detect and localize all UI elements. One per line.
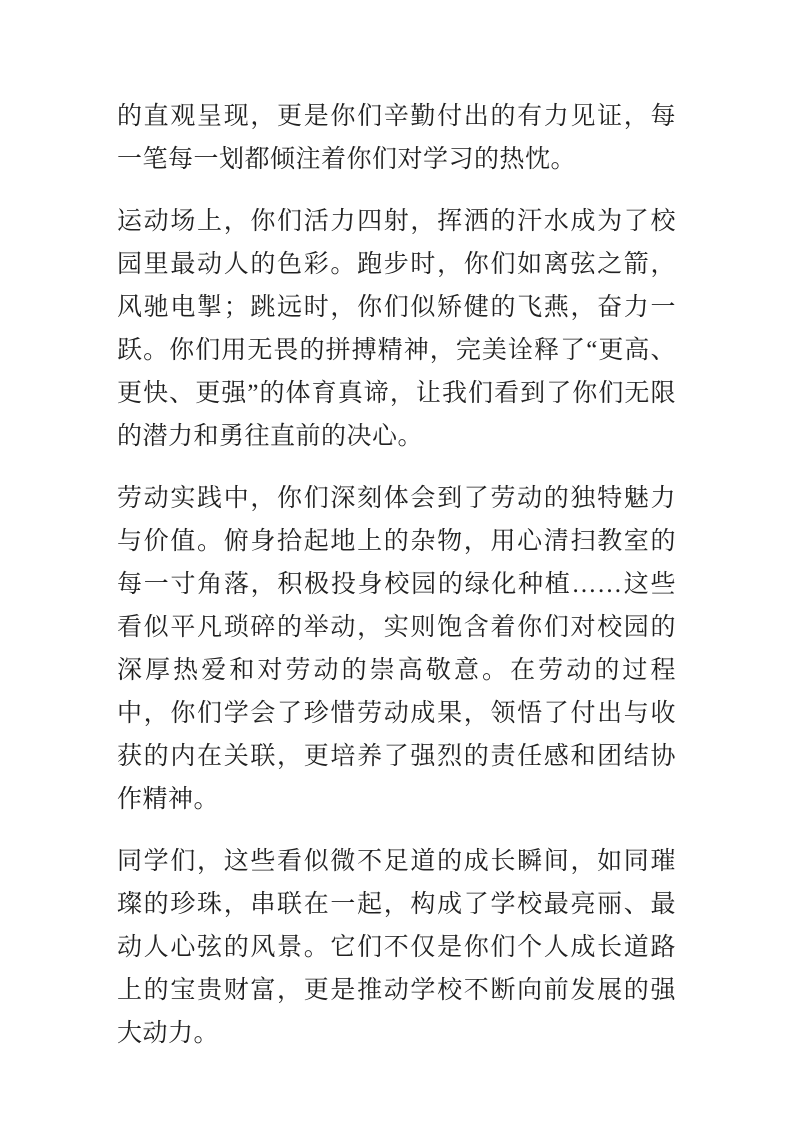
paragraph-sports: 运动场上，你们活力四射，挥洒的汗水成为了校园里最动人的色彩。跑步时，你们如离弦之箭，风驰电掣；跳远时，你们似矫健的飞燕，奋力一跃。你们用无畏的拼搏精神，完美诠释了“更高、更快、更强”的体育真谛，让我们看到了你们无限的潜力和勇往直前的决心。 (117, 208, 676, 450)
paragraph-continuation-study: 的直观呈现，更是你们辛勤付出的有力见证，每一笔每一划都倾注着你们对学习的热忱。 (117, 103, 676, 173)
paragraph-conclusion: 同学们，这些看似微不足道的成长瞬间，如同璀璨的珍珠，串联在一起，构成了学校最亮丽、最动人心弦的风景。它们不仅是你们个人成长道路上的宝贵财富，更是推动学校不断向前发展的强大动力。 (117, 848, 676, 1047)
paragraph-labor: 劳动实践中，你们深刻体会到了劳动的独特魅力与价值。俯身拾起地上的杂物，用心清扫教室的每一寸角落，积极投身校园的绿化种植……这些看似平凡琐碎的举动，实则饱含着你们对校园的深厚热爱和对劳动的崇高敬意。在劳动的过程中，你们学会了珍惜劳动成果，领悟了付出与收获的内在关联，更培养了强烈的责任感和团结协作精神。 (117, 485, 676, 813)
